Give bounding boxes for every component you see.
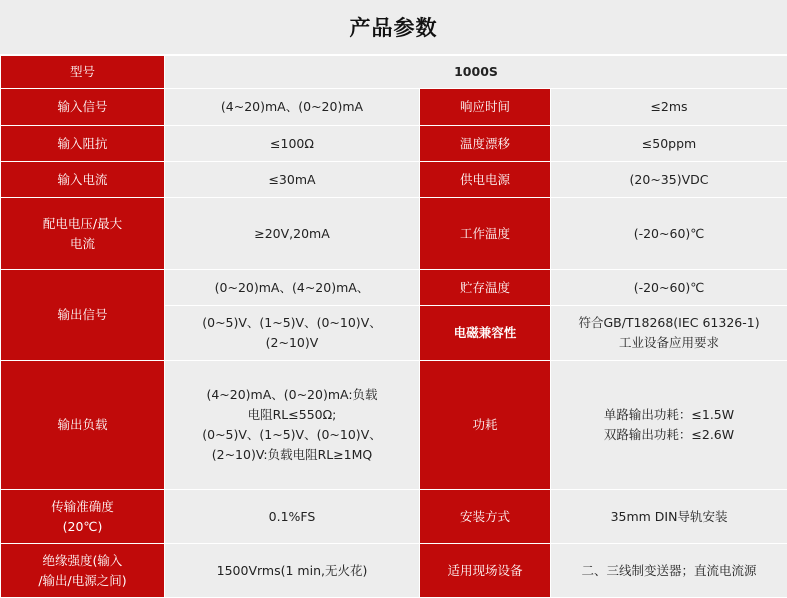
accuracy-label	[1, 490, 165, 544]
distribution-label-line: 电流	[7, 234, 158, 254]
power-consumption-line: 双路输出功耗：≤2.6W	[557, 425, 781, 445]
output-load-line: (0~5)V、(1~5)V、(0~10)V、	[171, 425, 413, 445]
response-time-value: ≤2ms	[551, 89, 787, 126]
accuracy-label-line: (20℃)	[7, 517, 158, 537]
work-temp-value: (-20~60)℃	[551, 198, 787, 270]
output-signal-line: (0~5)V、(1~5)V、(0~10)V、	[171, 313, 413, 333]
table-row	[1, 544, 787, 598]
output-signal-line: (2~10)V	[171, 333, 413, 353]
temp-drift-label: 温度漂移	[420, 126, 551, 162]
input-current-label: 输入电流	[1, 162, 165, 198]
application-value: 二、三线制变送器；直流电流源	[551, 544, 787, 598]
table-row	[1, 89, 787, 126]
power-consumption-line: 单路输出功耗：≤1.5W	[557, 405, 781, 425]
table-row	[1, 270, 787, 306]
output-load-line: 电阻RL≤550Ω;	[171, 405, 413, 425]
power-consumption-value	[551, 361, 787, 490]
input-current-value: ≤30mA	[165, 162, 420, 198]
output-signal-label: 输出信号	[1, 270, 165, 361]
emc-label: 电磁兼容性	[420, 306, 551, 361]
storage-temp-label: 贮存温度	[420, 270, 551, 306]
emc-line: 工业设备应用要求	[557, 333, 781, 353]
output-load-line: (2~10)V:负载电阻RL≥1MQ	[171, 445, 413, 465]
isolation-label-line: 绝缘强度(输入	[7, 551, 158, 571]
output-load-label: 输出负载	[1, 361, 165, 490]
model-label: 型号	[1, 56, 165, 89]
power-supply-label: 供电电源	[420, 162, 551, 198]
accuracy-value: 0.1%FS	[165, 490, 420, 544]
table-row	[1, 126, 787, 162]
emc-line: 符合GB/T18268(IEC 61326-1)	[557, 313, 781, 333]
isolation-value: 1500Vrms(1 min,无火花)	[165, 544, 420, 598]
accuracy-label-line: 传输准确度	[7, 497, 158, 517]
input-signal-value: (4~20)mA、(0~20)mA	[165, 89, 420, 126]
input-impedance-value: ≤100Ω	[165, 126, 420, 162]
table-row	[1, 162, 787, 198]
installation-label: 安装方式	[420, 490, 551, 544]
emc-value	[551, 306, 787, 361]
power-consumption-label: 功耗	[420, 361, 551, 490]
storage-temp-value: (-20~60)℃	[551, 270, 787, 306]
output-signal-value: (0~20)mA、(4~20)mA、	[165, 270, 420, 306]
output-signal-value	[165, 306, 420, 361]
spec-table	[0, 55, 787, 598]
table-row	[1, 198, 787, 270]
distribution-label-line: 配电电压/最大	[7, 214, 158, 234]
installation-value: 35mm DIN导轨安装	[551, 490, 787, 544]
response-time-label: 响应时间	[420, 89, 551, 126]
output-load-value	[165, 361, 420, 490]
input-impedance-label: 输入阻抗	[1, 126, 165, 162]
isolation-label	[1, 544, 165, 598]
work-temp-label: 工作温度	[420, 198, 551, 270]
isolation-label-line: /输出/电源之间)	[7, 571, 158, 591]
table-row	[1, 490, 787, 544]
page-title: 产品参数	[0, 0, 787, 54]
table-row	[1, 361, 787, 490]
temp-drift-value: ≤50ppm	[551, 126, 787, 162]
output-load-line: (4~20)mA、(0~20)mA:负载	[171, 385, 413, 405]
power-supply-value: (20~35)VDC	[551, 162, 787, 198]
input-signal-label: 输入信号	[1, 89, 165, 126]
model-value: 1000S	[165, 56, 787, 89]
table-row	[1, 56, 787, 89]
distribution-value: ≥20V,20mA	[165, 198, 420, 270]
distribution-label	[1, 198, 165, 270]
application-label: 适用现场设备	[420, 544, 551, 598]
